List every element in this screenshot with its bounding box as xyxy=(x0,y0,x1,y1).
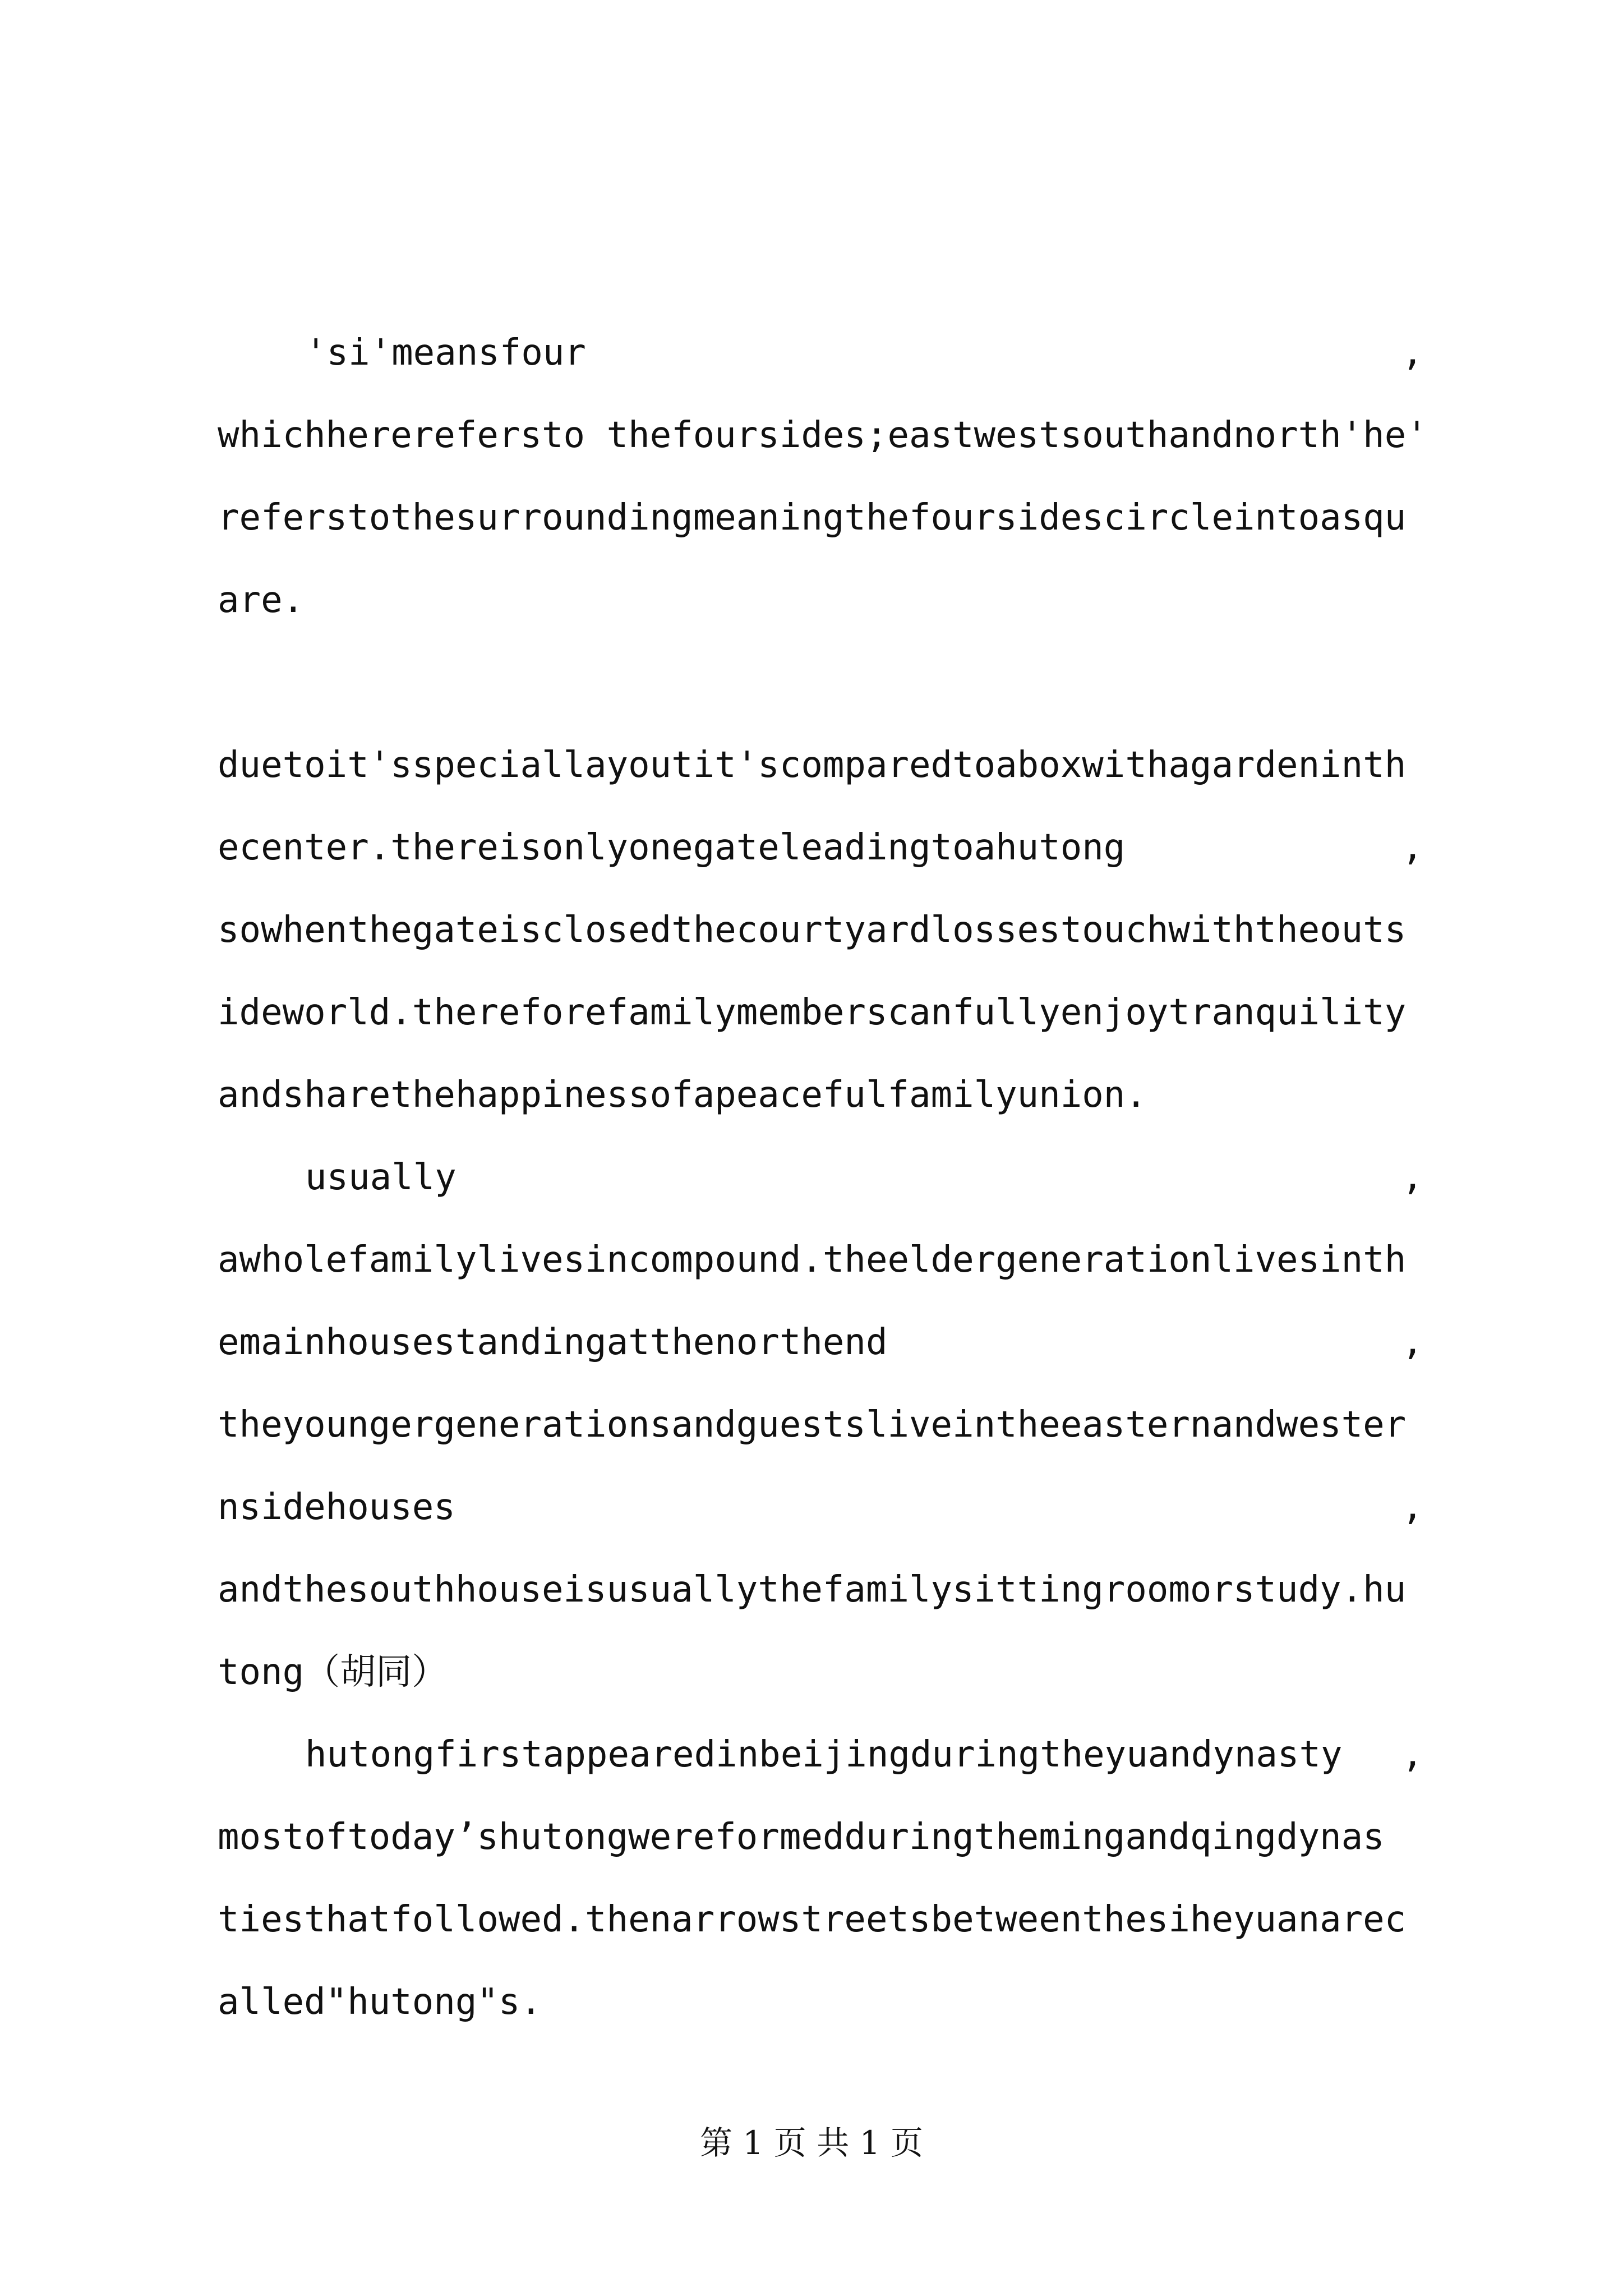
page-footer: 第 1 页 共 1 页 xyxy=(700,2124,923,2162)
line-tail: , xyxy=(1401,1322,1423,1363)
line-tail: , xyxy=(1401,1487,1423,1528)
text-line: andthesouthhouseisusuallythefamilysittingroomorstudy.hu xyxy=(218,1569,1407,1611)
text-line: tiesthatfollowed.thenarrowstreetsbetweenthesiheyuanarec xyxy=(218,1899,1407,1940)
text-line: sowhenthegateisclosedthecourtyardlossestouchwiththeouts xyxy=(218,909,1407,951)
text-line: theyoungergenerationsandguestsliveintheeasternandwester xyxy=(218,1404,1407,1446)
text-line: andsharethehappinessofapeacefulfamilyunion. xyxy=(218,1074,1147,1116)
paragraph-family-living xyxy=(218,1137,1423,1714)
text-line: ideworld.thereforefamilymemberscanfullyenjoytranquility xyxy=(218,992,1407,1033)
line-text: nsidehouses xyxy=(218,1487,455,1528)
text-line: whichhererefersto thefoursides;eastwestsouthandnorth'he' xyxy=(218,415,1428,456)
text-line: duetoit'sspeciallayoutit'scomparedtoaboxwithagardeninth xyxy=(218,744,1407,786)
line-tail: , xyxy=(1401,827,1423,868)
text-line xyxy=(218,1137,1423,1219)
text-line: alled"hutong"s. xyxy=(218,1981,542,2023)
text-line: referstothesurroundingmeaningthefoursidescircleintoasqu xyxy=(218,497,1407,539)
line-text: usually xyxy=(305,1157,457,1198)
paragraph-hutong xyxy=(218,1714,1423,2044)
paragraph-gap xyxy=(218,642,1423,724)
line-tail: , xyxy=(1401,1734,1423,1775)
text-line xyxy=(218,1714,1423,1796)
line-text: ecenter.thereisonlyonegateleadingtoahutong xyxy=(218,827,1126,868)
line-tail: , xyxy=(1401,332,1423,374)
text-line: are. xyxy=(218,579,305,621)
text-line xyxy=(218,1466,1423,1549)
text-line: mostoftoday’shutongwereformedduringthemingandqingdynas xyxy=(218,1816,1385,1858)
line-tail: , xyxy=(1401,1157,1423,1198)
text-line xyxy=(218,807,1423,889)
paragraph-layout xyxy=(218,724,1423,1137)
text-line xyxy=(218,312,1423,394)
document-body xyxy=(218,312,1428,2044)
text-line: tong（胡同） xyxy=(218,1651,448,1693)
line-text: hutongfirstappearedinbeijingduringtheyuandynasty xyxy=(305,1734,1343,1775)
line-text: 'si'meansfour xyxy=(305,332,586,374)
text-line: awholefamilylivesincompound.theeldergenerationlivesinth xyxy=(218,1239,1407,1281)
paragraph-siheyuan-meaning xyxy=(218,312,1428,642)
text-line xyxy=(218,1301,1423,1384)
line-text: emainhousestandingatthenorthend xyxy=(218,1322,888,1363)
